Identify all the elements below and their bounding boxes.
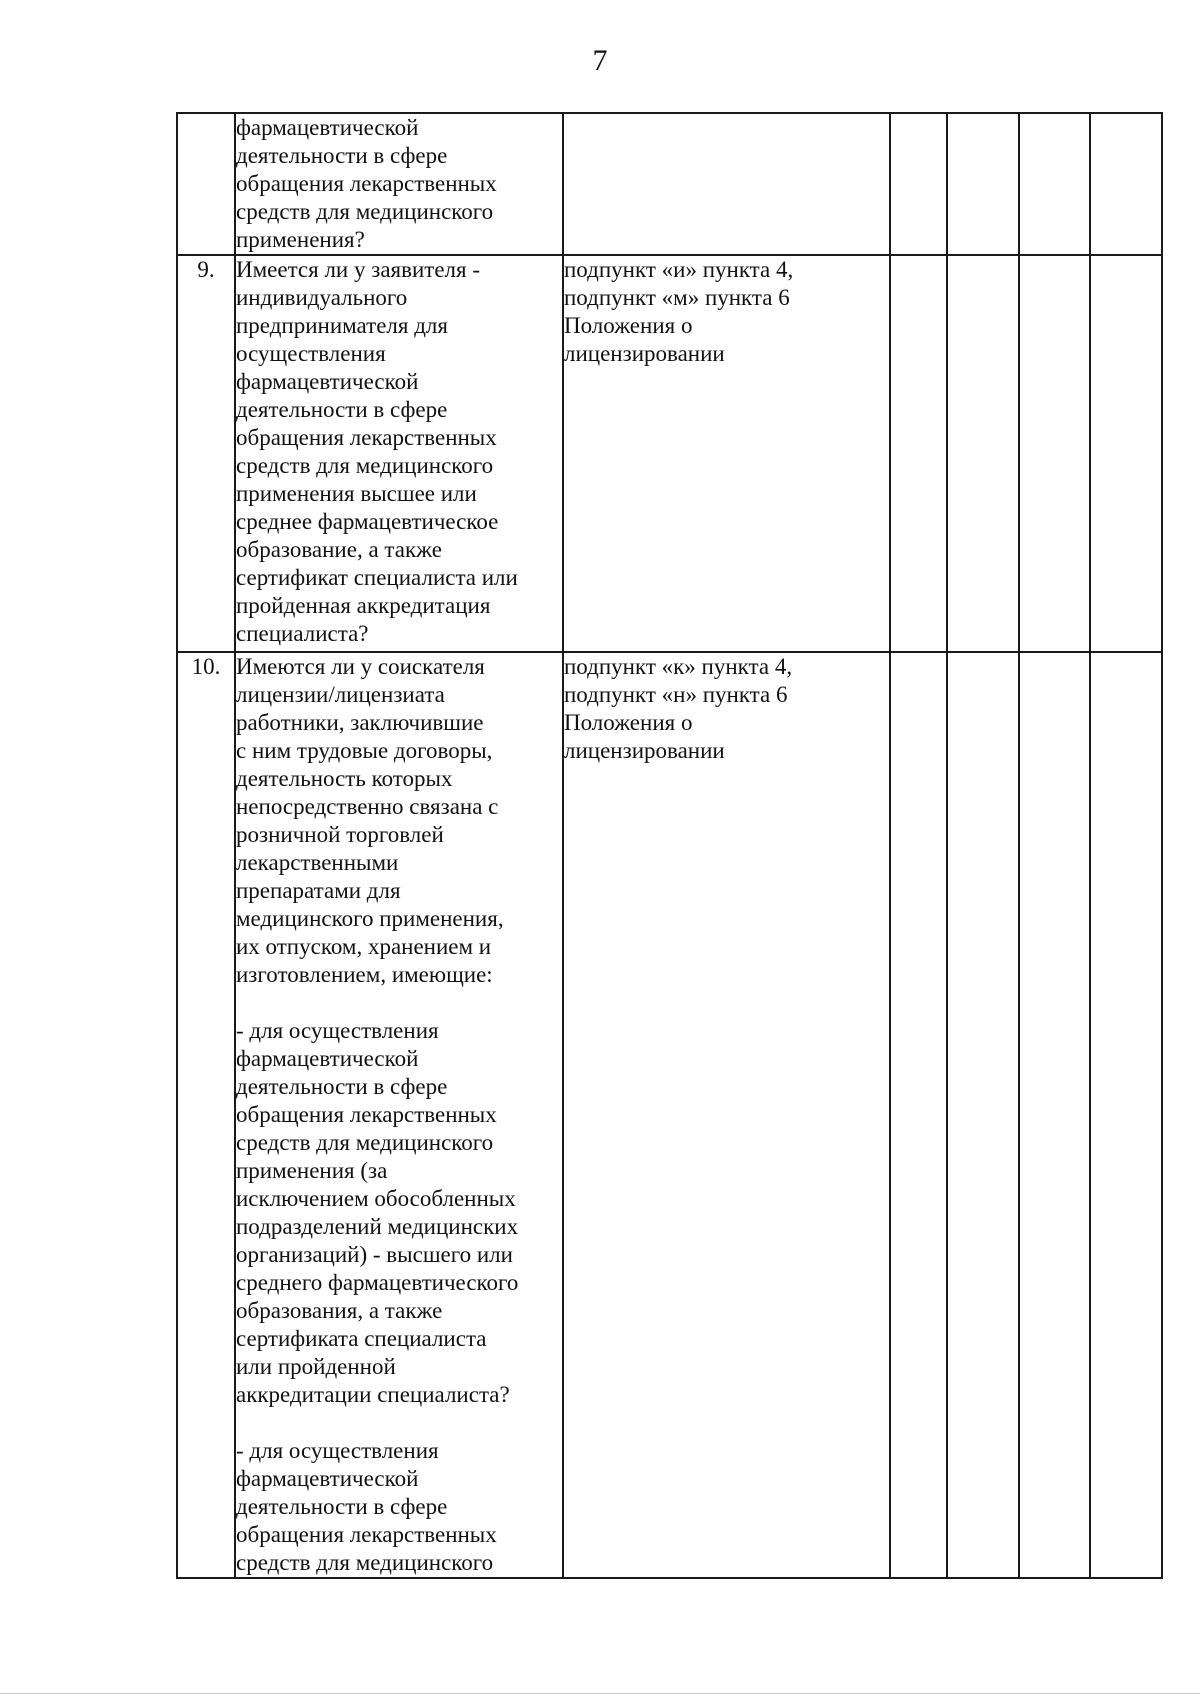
question-text-line: осуществления [236,341,386,366]
question-text-line: работники, заключившие [236,710,484,735]
answer-cell-3 [1019,113,1090,255]
reference-text-line: Положения о [564,313,693,338]
question-text-line: сертификат специалиста или [236,565,518,590]
question-text-line: розничной торговлей [236,822,444,847]
reference-cell [563,652,890,1578]
question-text-line: обращения лекарственных [236,171,497,196]
question-text-line: деятельность которых [236,766,453,791]
question-text-line: специалиста? [236,621,369,646]
question-text-line: Имеются ли у соискателя [236,654,485,679]
question-text-line: их отпуском, хранением и [236,934,492,959]
answer-cell-3 [1019,652,1090,1578]
checklist-table [176,112,1163,1579]
question-text-line: сертификата специалиста [236,1326,487,1351]
question-text-line: предпринимателя для [236,313,448,338]
reference-cell [563,113,890,255]
answer-cell-1 [890,255,947,652]
row-number: 9. [177,255,235,652]
question-text-line: образование, а также [236,537,442,562]
row-number: 10. [177,652,235,1578]
answer-cell-2 [947,113,1019,255]
question-text-line: фармацевтической [236,1466,419,1491]
question-text-line: обращения лекарственных [236,1522,497,1547]
paragraph-gap [236,989,562,1017]
answer-cell-1 [890,652,947,1578]
reference-text-line: лицензировании [564,341,725,366]
question-text-line: Имеется ли у заявителя - [236,257,481,282]
question-text-line: среднего фармацевтического [236,1270,519,1295]
question-text-line: лекарственными [236,850,399,875]
question-text-line: применения высшее или [236,481,477,506]
question-cell [235,255,563,652]
question-text-line: лицензии/лицензиата [236,682,445,707]
question-text-line: средств для медицинского [236,1550,494,1575]
question-text-line: аккредитации специалиста? [236,1382,510,1407]
reference-cell [563,255,890,652]
question-text-line: фармацевтической [236,115,419,140]
question-text-line: деятельности в сфере [236,1074,448,1099]
answer-cell-4 [1090,652,1162,1578]
question-text-line: изготовлением, имеющие: [236,962,493,987]
question-text-line: - для осуществления [236,1438,439,1463]
page-number: 7 [592,44,608,77]
question-text-line: медицинского применения, [236,906,504,931]
question-text-line: пройденная аккредитация [236,593,491,618]
answer-cell-4 [1090,113,1162,255]
question-text-line: обращения лекарственных [236,1102,497,1127]
question-text-line: непосредственно связана с [236,794,499,819]
question-text-line: средств для медицинского [236,1130,494,1155]
question-text-line: деятельности в сфере [236,397,448,422]
table-row [177,113,1162,255]
table-row [177,652,1162,1578]
answer-cell-1 [890,113,947,255]
question-text-line: - для осуществления [236,1018,439,1043]
page-bottom-rule [0,1693,1200,1694]
question-text-line: фармацевтической [236,369,419,394]
reference-text-line: подпункт «м» пункта 6 [564,285,790,310]
question-text-line: деятельности в сфере [236,143,448,168]
question-text-line: исключением обособленных [236,1186,516,1211]
answer-cell-2 [947,652,1019,1578]
table-row [177,255,1162,652]
reference-text-line: лицензировании [564,738,725,763]
question-text-line: фармацевтической [236,1046,419,1071]
reference-text-line: Положения о [564,710,693,735]
reference-text-line: подпункт «н» пункта 6 [564,682,788,707]
answer-cell-2 [947,255,1019,652]
reference-text-line: подпункт «и» пункта 4, [564,257,794,282]
question-text-line: обращения лекарственных [236,425,497,450]
question-text-line: организаций) - высшего или [236,1242,513,1267]
question-text-line: деятельности в сфере [236,1494,448,1519]
question-text-line: применения? [236,227,365,252]
reference-text-line: подпункт «к» пункта 4, [564,654,793,679]
question-text-line: препаратами для [236,878,401,903]
question-text-line: индивидуального [236,285,408,310]
question-cell [235,652,563,1578]
question-cell [235,113,563,255]
paragraph-gap [236,1409,562,1437]
question-text-line: средств для медицинского [236,199,494,224]
question-text-line: с ним трудовые договоры, [236,738,493,763]
question-text-line: или пройденной [236,1354,396,1379]
question-text-line: образования, а также [236,1298,443,1323]
answer-cell-3 [1019,255,1090,652]
question-text-line: среднее фармацевтическое [236,509,499,534]
question-text-line: применения (за [236,1158,388,1183]
row-number [177,113,235,255]
question-text-line: подразделений медицинских [236,1214,519,1239]
question-text-line: средств для медицинского [236,453,494,478]
answer-cell-4 [1090,255,1162,652]
